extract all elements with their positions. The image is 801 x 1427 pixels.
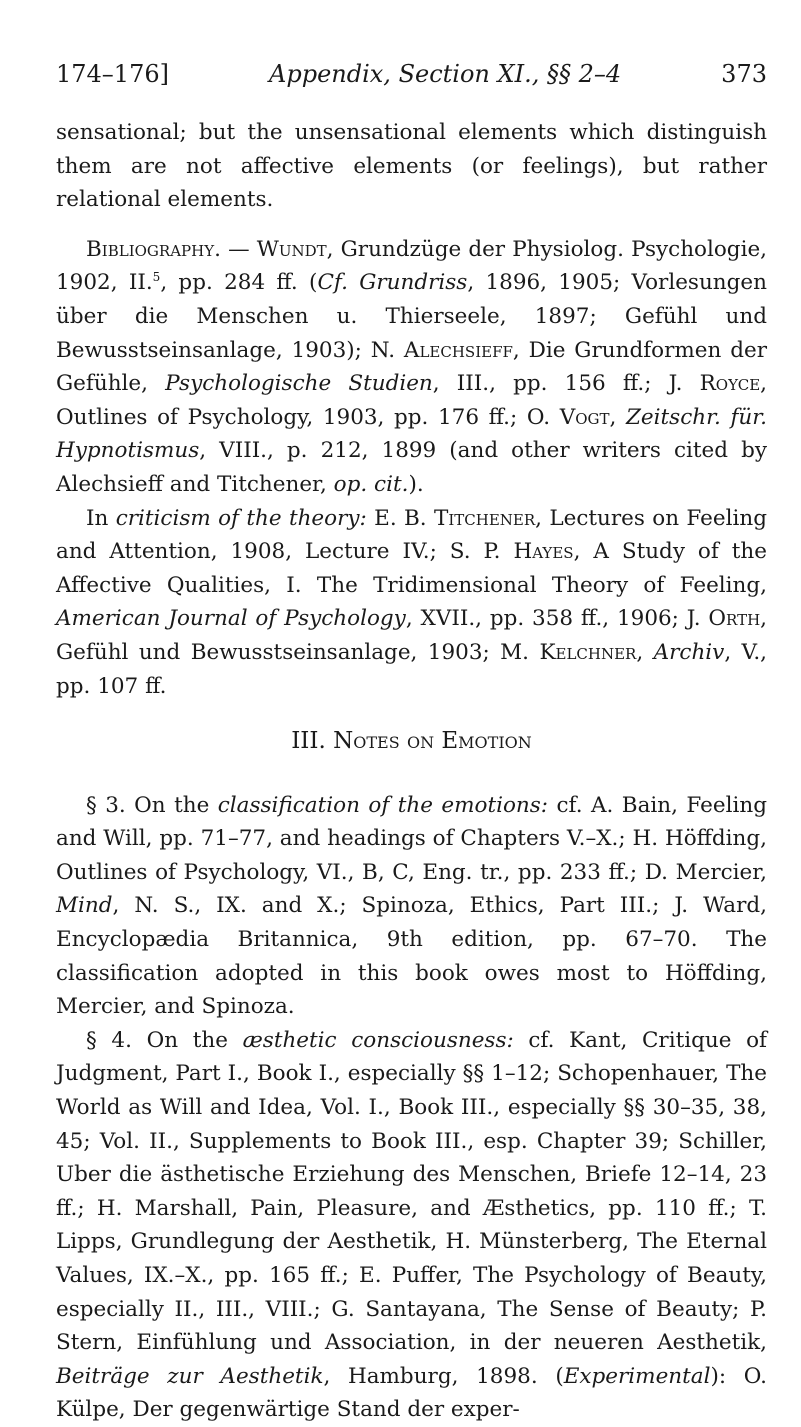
author-orth: Orth	[708, 606, 761, 632]
op-cit: op. cit.	[333, 471, 409, 497]
criticism-paragraph: In criticism of the theory: E. B. Titchener, Lectures on Feeling and Attention, 1908, Lecture IV.; S. P. Hayes, A Study of the Affective Qualities, I. The Tridimensional Theory of Feeling, American Journal of Psychology, XVII., pp. 358 ff., 1906; J. Orth, Gefühl und Bewusstseinsanlage, 1903; M. Kelchner, Archiv, V., pp. 107 ff.	[56, 505, 767, 699]
page-number: 373	[721, 60, 767, 88]
page-body	[56, 116, 767, 1427]
bibliography-paragraph: Bibliography. — Wundt, Grundzüge der Physiolog. Psychologie, 1902, II.$^5$, pp. 284 ff. (Cf. Grundriss, 1896, 1905; Vorlesungen über die Menschen u. Thierseele, 1897; Gefühl und Bewusstseinsanlage, 1903); N. Alechsieff, Die Grundformen der Gefühle, Psychologische Studien, III., pp. 156 ff.; J. Royce, Outlines of Psychology, 1903, pp. 176 ff.; O. Vogt, Zeitschr. für. Hypnotismus, VIII., p. 212, 1899 (and other writers cited by Alechsieff and Titchener, op. cit.).	[56, 236, 768, 497]
section-4-paragraph: § 4. On the æsthetic consciousness: cf. Kant, Critique of Judgment, Part I., Book I., especially §§ 1–12; Schopenhauer, The World as Will and Idea, Vol. I., Book III., especially §§ 30–35, 38, 45; Vol. II., Supplements to Book III., esp. Chapter 39; Schiller, Uber die ästhetische Erziehung des Menschen, Briefe 12–14, 23 ff.; H. Marshall, Pain, Pleasure, and Æsthetics, pp. 110 ff.; T. Lipps, Grundlegung der Aesthetik, H. Münsterberg, The Eternal Values, IX.–X., pp. 165 ff.; E. Puffer, The Psychology of Beauty, especially II., III., VIII.; G. Santayana, The Sense of Beauty; P. Stern, Einfühlung und Association, in der neueren Aesthetik, Beiträge zur Aesthetik, Hamburg, 1898. (Experimental): O. Külpe, Der gegenwärtige Stand der exper-	[56, 1027, 767, 1423]
author-titchener: Titchener	[434, 505, 536, 531]
header-title: Appendix, Section XI., §§ 2–4	[269, 60, 622, 88]
header-section-range: 174–176]	[56, 60, 169, 88]
running-header	[56, 60, 767, 88]
section-3-paragraph: § 3. On the classification of the emotions: cf. A. Bain, Feeling and Will, pp. 71–77, and headings of Chapters V.–X.; H. Höffding, Outlines of Psychology, VI., B, C, Eng. tr., pp. 233 ff.; D. Mercier, Mind, N. S., IX. and X.; Spinoza, Ethics, Part III.; J. Ward, Encyclopædia Britannica, 9th edition, pp. 67–70. The classification adopted in this book owes most to Höffding, Mercier, and Spinoza.	[56, 792, 767, 1020]
experimental-label: Experimental	[563, 1363, 711, 1389]
section-title: Notes on Emotion	[333, 728, 532, 755]
criticism-label: criticism of the theory:	[115, 505, 367, 531]
section-heading	[56, 725, 767, 759]
section-number: III.	[291, 728, 334, 755]
journal-ajp: American Journal of Psychology	[56, 606, 406, 632]
superscript-edition: 5	[152, 270, 161, 285]
author-alechsieff: Alechsieff	[403, 337, 513, 363]
journal-beitrage: Beiträge zur Aesthetik	[56, 1363, 324, 1389]
journal-psych-studien: Psychologische Studien	[165, 371, 433, 397]
author-wundt: Wundt	[256, 236, 327, 262]
journal-archiv: Archiv	[653, 639, 725, 665]
author-vogt: Vogt	[559, 404, 610, 430]
classification-label: classification of the emotions:	[217, 792, 549, 818]
journal-zeitschr: Zeitschr. für. Hypnotismus	[56, 404, 768, 464]
bibliography-label: Bibliography.	[86, 236, 221, 262]
author-kelchner: Kelchner	[539, 639, 637, 665]
citation-grundriss: Cf. Grundriss	[317, 270, 468, 296]
journal-mind: Mind	[56, 893, 113, 919]
author-royce: Royce	[699, 371, 761, 397]
aesthetic-label: æsthetic consciousness:	[242, 1027, 514, 1053]
author-hayes: Hayes	[513, 539, 574, 565]
paragraph-continuation: sensational; but the unsensational elements which distinguish them are not affective elements (or feelings), but rather relational elements.	[56, 120, 767, 213]
